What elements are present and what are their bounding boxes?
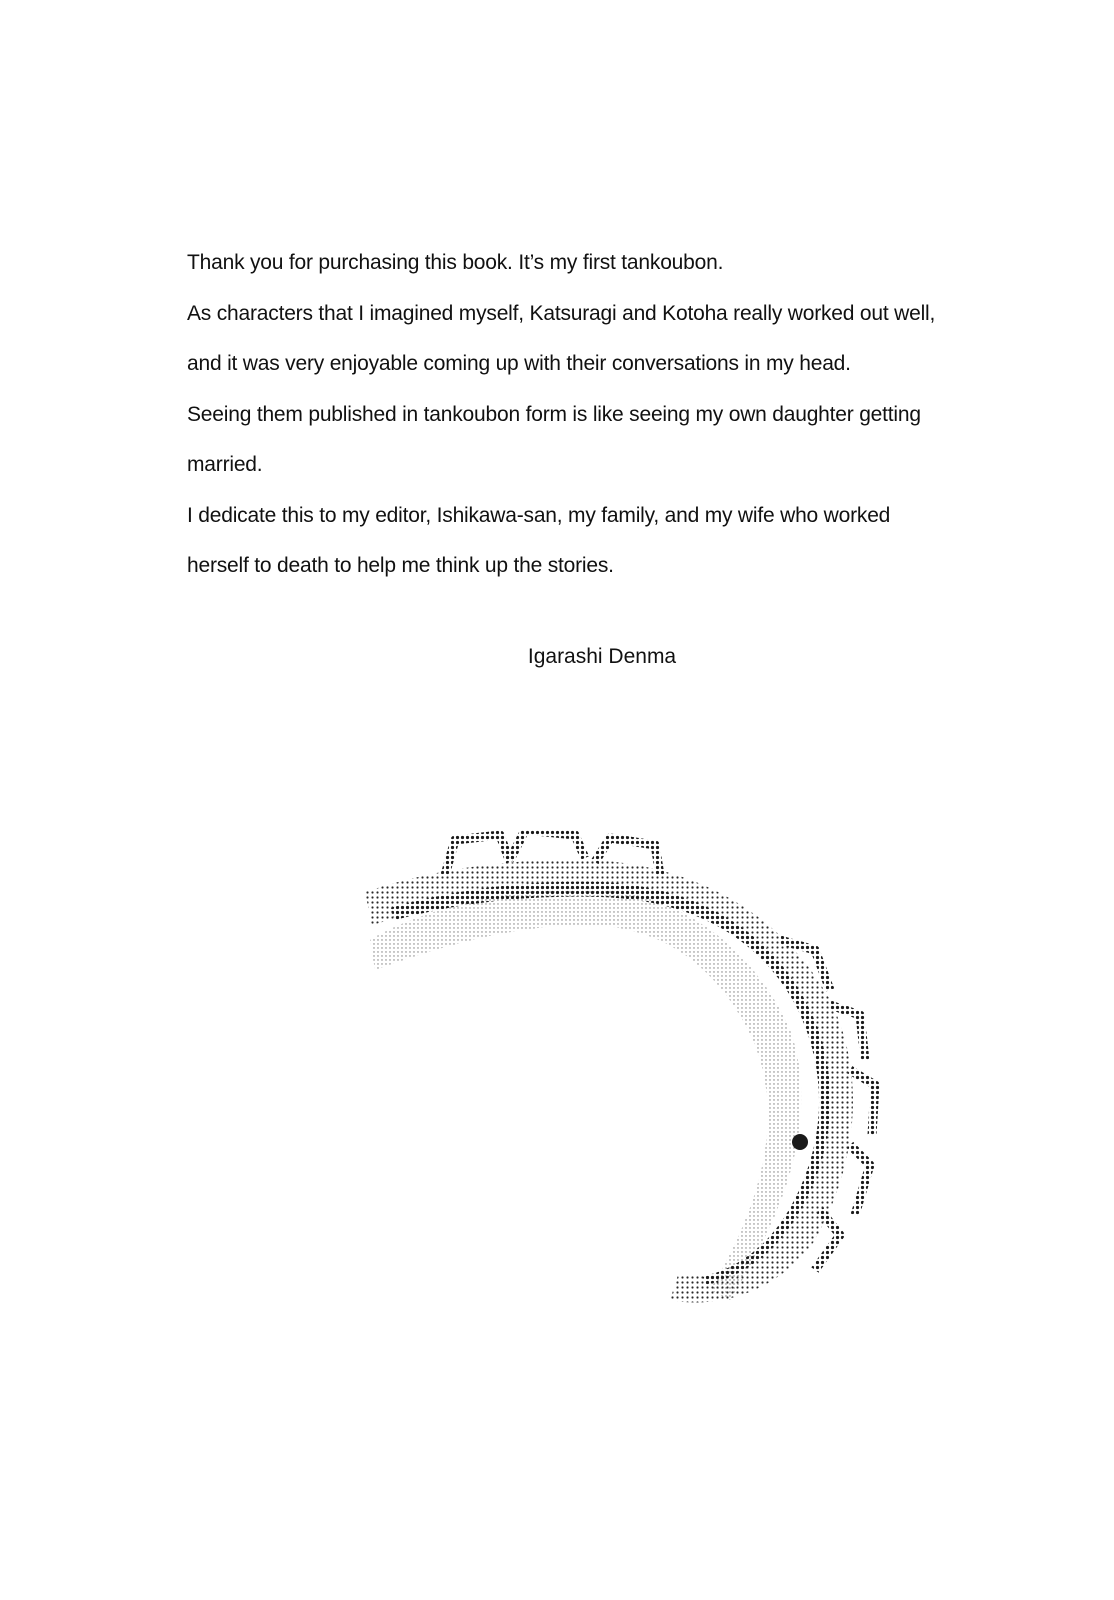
afterword-line: As characters that I imagined myself, Katsuragi and Kotoha really worked out well,	[187, 301, 936, 325]
afterword-line: and it was very enjoyable coming up with their conversations in my head.	[187, 352, 851, 375]
afterword-line: I dedicate this to my editor, Ishikawa-san, my family, and my wife who worked	[187, 503, 891, 527]
ribbon-knot	[792, 1134, 808, 1150]
afterword-line: married.	[187, 453, 263, 476]
afterword-text	[187, 238, 1017, 592]
halftone-hair-ribbon-icon	[360, 830, 920, 1350]
author-signature: Igarashi Denma	[527, 645, 677, 668]
afterword-line: herself to death to help me think up the stories.	[187, 554, 614, 577]
afterword-line: Thank you for purchasing this book. It’s my first tankoubon.	[187, 251, 724, 274]
afterword-line: Seeing them published in tankoubon form is like seeing my own daughter getting	[187, 402, 921, 426]
ribbon-shadow	[370, 888, 801, 1300]
